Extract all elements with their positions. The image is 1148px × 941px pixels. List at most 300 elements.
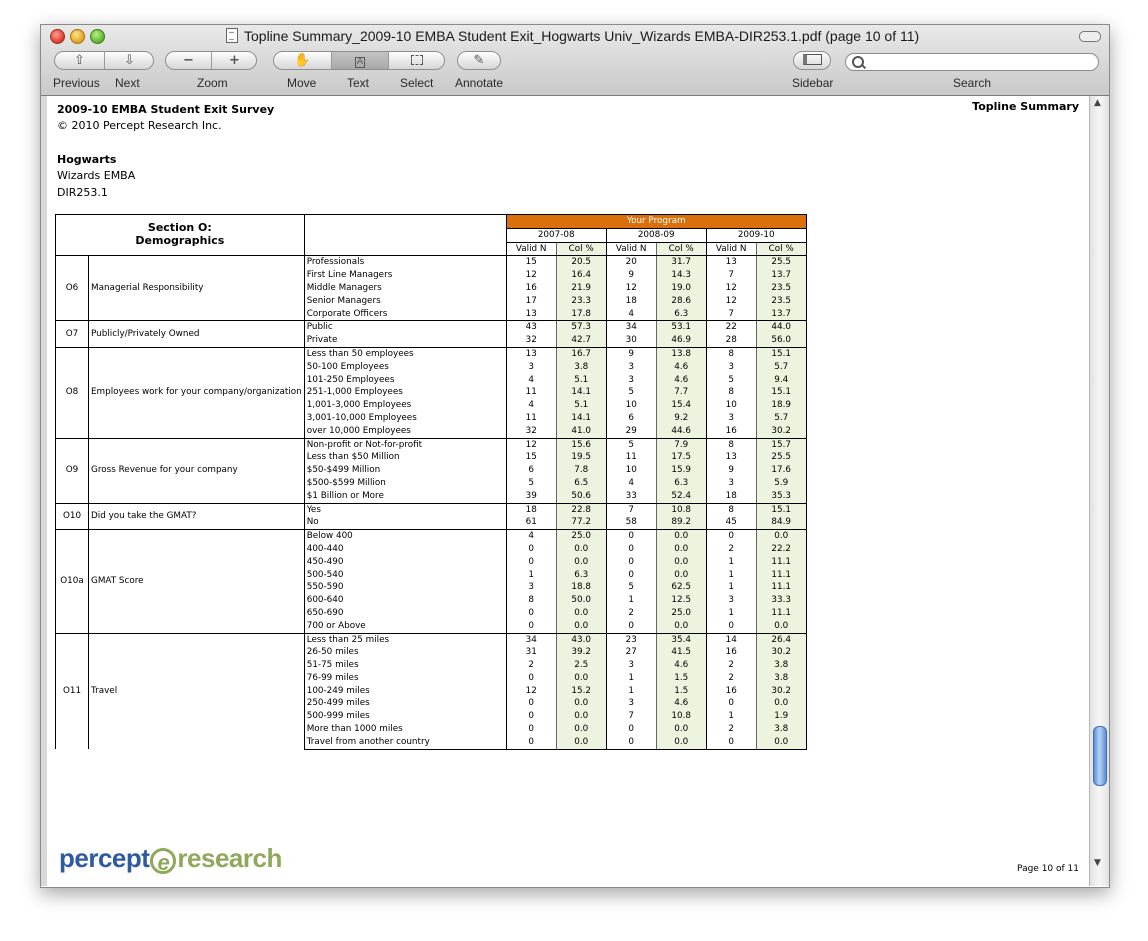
previous-label: Previous (53, 76, 100, 90)
col-pct-cell: 39.2 (556, 646, 606, 659)
valid-n-cell: 12 (706, 282, 756, 295)
valid-n-cell: 0 (506, 736, 556, 749)
col-pct-cell: 0.0 (756, 736, 806, 749)
year-header: 2008-09 (606, 228, 706, 242)
question-id: O7 (56, 321, 89, 348)
logo-e-mark: e (150, 848, 176, 874)
valid-n-cell: 0 (706, 736, 756, 749)
valid-n-cell: 7 (606, 503, 656, 516)
response-label: Less than 50 employees (304, 347, 506, 360)
col-pct-cell: 15.6 (556, 438, 606, 451)
response-label: Less than $50 Million (304, 451, 506, 464)
col-pct-cell: 30.2 (756, 646, 806, 659)
minus-icon: − (183, 53, 194, 68)
col-pct-cell: 52.4 (656, 490, 706, 503)
valid-n-cell: 0 (606, 620, 656, 633)
response-label: 26-50 miles (304, 646, 506, 659)
results-table (55, 214, 807, 750)
valid-n-cell: 4 (506, 374, 556, 387)
hand-icon: ✋ (294, 53, 311, 68)
valid-n-cell: 10 (706, 399, 756, 412)
table-row (56, 347, 807, 360)
col-pct-cell: 7.9 (656, 438, 706, 451)
valid-n-cell: 11 (506, 386, 556, 399)
response-label: 650-690 (304, 607, 506, 620)
valid-n-cell: 6 (506, 464, 556, 477)
response-label: Professionals (304, 256, 506, 269)
col-pct-cell: 7.7 (656, 386, 706, 399)
valid-n-cell: 8 (706, 386, 756, 399)
valid-n-cell: 12 (506, 685, 556, 698)
response-label: 100-249 miles (304, 685, 506, 698)
valid-n-cell: 1 (606, 685, 656, 698)
col-pct-cell: 0.0 (556, 710, 606, 723)
col-pct-cell: 3.8 (756, 672, 806, 685)
valid-n-cell: 31 (506, 646, 556, 659)
close-window-button[interactable] (50, 29, 65, 44)
col-pct-cell: 1.5 (656, 685, 706, 698)
col-pct-cell: 1.5 (656, 672, 706, 685)
copyright: © 2010 Percept Research Inc. (57, 119, 222, 132)
col-pct-cell: 57.3 (556, 321, 606, 334)
col-pct-cell: 9.2 (656, 412, 706, 425)
table-row (56, 633, 807, 646)
col-pct-cell: 0.0 (656, 620, 706, 633)
col-pct-cell: 4.6 (656, 697, 706, 710)
response-label: Corporate Officers (304, 308, 506, 321)
pdf-document-icon (226, 28, 238, 43)
col-pct-cell: 10.8 (656, 503, 706, 516)
table-row (56, 530, 807, 543)
valid-n-cell: 1 (606, 672, 656, 685)
valid-n-cell: 2 (706, 659, 756, 672)
col-pct-cell: 53.1 (656, 321, 706, 334)
text-cursor-icon: A (356, 57, 364, 67)
col-pct-cell: 18.8 (556, 581, 606, 594)
valid-n-cell: 9 (606, 269, 656, 282)
col-pct-cell: 62.5 (656, 581, 706, 594)
col-pct-cell: 13.7 (756, 269, 806, 282)
table-row (56, 321, 807, 334)
your-program-header: Your Program (506, 215, 806, 229)
col-pct-cell: 84.9 (756, 516, 806, 529)
col-pct-cell: 46.9 (656, 334, 706, 347)
question-text: GMAT Score (89, 530, 305, 633)
valid-n-cell: 0 (606, 530, 656, 543)
table-row (56, 438, 807, 451)
question-text: Publicly/Privately Owned (89, 321, 305, 348)
response-label: 101-250 Employees (304, 374, 506, 387)
text-label: Text (347, 76, 370, 90)
valid-n-cell: 3 (706, 361, 756, 374)
col-pct-cell: 22.8 (556, 503, 606, 516)
response-label: Below 400 (304, 530, 506, 543)
response-label: 251-1,000 Employees (304, 386, 506, 399)
response-label: Yes (304, 503, 506, 516)
col-pct-cell: 1.9 (756, 710, 806, 723)
question-text: Travel (89, 633, 305, 749)
response-label: 550-590 (304, 581, 506, 594)
response-label: More than 1000 miles (304, 723, 506, 736)
col-pct-cell: 25.0 (556, 530, 606, 543)
response-label: 700 or Above (304, 620, 506, 633)
col-pct-cell: 33.3 (756, 594, 806, 607)
col-pct-cell: 5.9 (756, 477, 806, 490)
move-label: Move (287, 76, 317, 90)
previous-button[interactable] (55, 52, 104, 69)
col-pct-cell: 19.5 (556, 451, 606, 464)
col-pct-cell: 13.7 (756, 308, 806, 321)
move-tool-button[interactable] (274, 52, 331, 69)
valid-n-cell: 3 (606, 697, 656, 710)
annotate-button[interactable] (457, 51, 501, 70)
valid-n-cell: 23 (606, 633, 656, 646)
valid-n-cell: 8 (706, 503, 756, 516)
valid-n-cell: 0 (706, 620, 756, 633)
section-heading-line2: Demographics (135, 234, 225, 248)
col-pct-header: Col % (656, 242, 706, 256)
arrow-down-icon: ⇩ (124, 53, 135, 68)
response-label: 600-640 (304, 594, 506, 607)
response-label: 76-99 miles (304, 672, 506, 685)
col-pct-cell: 35.3 (756, 490, 806, 503)
col-pct-cell: 12.5 (656, 594, 706, 607)
col-pct-cell: 23.3 (556, 295, 606, 308)
col-pct-cell: 41.0 (556, 425, 606, 438)
col-pct-cell: 21.9 (556, 282, 606, 295)
valid-n-cell: 12 (606, 282, 656, 295)
col-pct-cell: 3.8 (556, 361, 606, 374)
valid-n-cell: 15 (506, 256, 556, 269)
col-pct-cell: 20.5 (556, 256, 606, 269)
col-pct-cell: 14.3 (656, 269, 706, 282)
valid-n-cell: 5 (506, 477, 556, 490)
valid-n-cell: 12 (506, 269, 556, 282)
valid-n-cell: 14 (706, 633, 756, 646)
valid-n-cell: 3 (506, 581, 556, 594)
year-header: 2007-08 (506, 228, 606, 242)
search-input[interactable] (868, 54, 1097, 72)
valid-n-cell: 0 (506, 620, 556, 633)
valid-n-cell: 3 (706, 412, 756, 425)
col-pct-cell: 25.5 (756, 256, 806, 269)
valid-n-cell: 28 (706, 334, 756, 347)
valid-n-cell: 10 (606, 399, 656, 412)
col-pct-cell: 14.1 (556, 386, 606, 399)
selection-marquee-icon (411, 55, 423, 65)
valid-n-cell: 5 (606, 386, 656, 399)
table-row (56, 503, 807, 516)
pencil-icon: ✎ (473, 53, 485, 68)
scroll-up-icon[interactable]: ▲ (1094, 98, 1101, 108)
col-pct-cell: 11.1 (756, 607, 806, 620)
col-pct-cell: 11.1 (756, 581, 806, 594)
valid-n-cell: 0 (606, 543, 656, 556)
col-pct-cell: 30.2 (756, 425, 806, 438)
col-pct-cell: 16.4 (556, 269, 606, 282)
col-pct-cell: 4.6 (656, 361, 706, 374)
minimize-window-button[interactable] (70, 29, 85, 44)
col-pct-header: Col % (756, 242, 806, 256)
response-label: 50-100 Employees (304, 361, 506, 374)
valid-n-cell: 32 (506, 334, 556, 347)
year-header: 2009-10 (706, 228, 806, 242)
valid-n-cell: 3 (606, 361, 656, 374)
logo-text-percept: percept (59, 843, 150, 873)
valid-n-cell: 3 (706, 477, 756, 490)
col-pct-cell: 44.6 (656, 425, 706, 438)
valid-n-cell: 11 (606, 451, 656, 464)
valid-n-cell: 30 (606, 334, 656, 347)
col-pct-cell: 5.7 (756, 361, 806, 374)
col-pct-cell: 26.4 (756, 633, 806, 646)
response-label: Travel from another country (304, 736, 506, 749)
sidebar-button[interactable] (793, 51, 831, 70)
valid-n-cell: 0 (606, 723, 656, 736)
sidebar-label: Sidebar (792, 76, 834, 90)
valid-n-cell: 34 (606, 321, 656, 334)
col-pct-cell: 0.0 (556, 672, 606, 685)
valid-n-cell: 20 (606, 256, 656, 269)
valid-n-cell: 32 (506, 425, 556, 438)
search-field[interactable] (845, 53, 1099, 71)
col-pct-cell: 13.8 (656, 347, 706, 360)
valid-n-cell: 27 (606, 646, 656, 659)
text-tool-button[interactable] (332, 52, 388, 69)
col-pct-cell: 41.5 (656, 646, 706, 659)
valid-n-cell: 1 (706, 556, 756, 569)
question-id: O6 (56, 256, 89, 321)
question-text: Employees work for your company/organization (89, 347, 305, 438)
valid-n-cell: 12 (706, 295, 756, 308)
valid-n-cell: 2 (506, 659, 556, 672)
valid-n-cell: 9 (706, 464, 756, 477)
response-label: 51-75 miles (304, 659, 506, 672)
valid-n-cell: 3 (706, 594, 756, 607)
col-pct-cell: 0.0 (556, 723, 606, 736)
col-pct-cell: 3.8 (756, 659, 806, 672)
valid-n-cell: 1 (706, 607, 756, 620)
valid-n-cell: 0 (706, 697, 756, 710)
col-pct-cell: 23.5 (756, 295, 806, 308)
valid-n-cell: 4 (606, 477, 656, 490)
question-id: O10 (56, 503, 89, 530)
response-label: 3,001-10,000 Employees (304, 412, 506, 425)
col-pct-cell: 0.0 (756, 620, 806, 633)
select-tool-button[interactable] (389, 52, 445, 69)
valid-n-cell: 13 (506, 347, 556, 360)
col-pct-cell: 3.8 (756, 723, 806, 736)
col-pct-cell: 14.1 (556, 412, 606, 425)
col-pct-cell: 15.1 (756, 503, 806, 516)
next-label: Next (115, 76, 140, 90)
col-pct-cell: 4.6 (656, 374, 706, 387)
response-label: Less than 25 miles (304, 633, 506, 646)
col-pct-cell: 17.6 (756, 464, 806, 477)
col-pct-cell: 15.2 (556, 685, 606, 698)
zoom-in-button[interactable] (212, 52, 257, 69)
response-label: First Line Managers (304, 269, 506, 282)
valid-n-cell: 18 (606, 295, 656, 308)
valid-n-cell: 16 (706, 646, 756, 659)
col-pct-cell: 31.7 (656, 256, 706, 269)
question-id: O11 (56, 633, 89, 749)
question-id: O9 (56, 438, 89, 503)
question-id: O10a (56, 530, 89, 633)
col-pct-cell: 6.3 (656, 477, 706, 490)
valid-n-cell: 0 (506, 672, 556, 685)
col-pct-cell: 10.8 (656, 710, 706, 723)
window-title (226, 28, 919, 44)
percept-research-logo (59, 843, 282, 874)
valid-n-cell: 6 (606, 412, 656, 425)
col-pct-cell: 11.1 (756, 556, 806, 569)
valid-n-cell: 9 (606, 347, 656, 360)
valid-n-cell: 15 (506, 451, 556, 464)
col-pct-cell: 6.3 (656, 308, 706, 321)
prev-next-control (54, 51, 154, 70)
valid-n-cell: 4 (506, 399, 556, 412)
response-label: over 10,000 Employees (304, 425, 506, 438)
zoom-control (165, 51, 257, 70)
program-code: DIR253.1 (57, 186, 108, 199)
valid-n-cell: 5 (606, 581, 656, 594)
col-pct-cell: 16.7 (556, 347, 606, 360)
col-pct-cell: 43.0 (556, 633, 606, 646)
response-label: Middle Managers (304, 282, 506, 295)
tool-mode-control (273, 51, 445, 70)
col-pct-cell: 23.5 (756, 282, 806, 295)
valid-n-cell: 0 (506, 543, 556, 556)
valid-n-cell: 3 (506, 361, 556, 374)
valid-n-cell: 34 (506, 633, 556, 646)
col-pct-cell: 0.0 (656, 736, 706, 749)
col-pct-cell: 56.0 (756, 334, 806, 347)
titlebar (41, 25, 1109, 96)
col-pct-cell: 15.4 (656, 399, 706, 412)
col-pct-cell: 30.2 (756, 685, 806, 698)
valid-n-cell: 7 (606, 710, 656, 723)
response-label: 500-999 miles (304, 710, 506, 723)
col-pct-header: Col % (556, 242, 606, 256)
valid-n-cell: 2 (706, 723, 756, 736)
col-pct-cell: 89.2 (656, 516, 706, 529)
valid-n-cell: 39 (506, 490, 556, 503)
scroll-down-icon[interactable]: ▼ (1094, 858, 1101, 868)
section-heading (56, 215, 305, 256)
valid-n-cell: 1 (706, 569, 756, 582)
col-pct-cell: 0.0 (656, 543, 706, 556)
valid-n-cell: 16 (706, 685, 756, 698)
response-label: $50-$499 Million (304, 464, 506, 477)
col-pct-cell: 19.0 (656, 282, 706, 295)
response-label: No (304, 516, 506, 529)
valid-n-header: Valid N (506, 242, 556, 256)
scrollbar-thumb[interactable] (1093, 726, 1107, 786)
logo-text-research: research (177, 843, 282, 873)
valid-n-cell: 22 (706, 321, 756, 334)
col-pct-cell: 0.0 (656, 556, 706, 569)
search-label: Search (953, 76, 992, 90)
col-pct-cell: 15.9 (656, 464, 706, 477)
vertical-scrollbar[interactable] (1089, 96, 1109, 886)
question-text: Gross Revenue for your company (89, 438, 305, 503)
program-name: Wizards EMBA (57, 169, 136, 182)
valid-n-cell: 1 (506, 569, 556, 582)
valid-n-cell: 45 (706, 516, 756, 529)
zoom-label: Zoom (197, 76, 228, 90)
valid-n-cell: 4 (506, 530, 556, 543)
col-pct-cell: 9.4 (756, 374, 806, 387)
col-pct-cell: 44.0 (756, 321, 806, 334)
valid-n-cell: 0 (606, 736, 656, 749)
zoom-window-button[interactable] (90, 29, 105, 44)
response-label: 400-440 (304, 543, 506, 556)
toolbar-toggle-button[interactable] (1079, 31, 1101, 42)
response-header (304, 215, 506, 256)
valid-n-cell: 12 (506, 438, 556, 451)
next-button[interactable] (105, 52, 154, 69)
col-pct-cell: 6.5 (556, 477, 606, 490)
valid-n-cell: 0 (706, 530, 756, 543)
response-label: 500-540 (304, 569, 506, 582)
col-pct-cell: 2.5 (556, 659, 606, 672)
col-pct-cell: 17.8 (556, 308, 606, 321)
annotate-label: Annotate (455, 76, 504, 90)
col-pct-cell: 42.7 (556, 334, 606, 347)
col-pct-cell: 0.0 (656, 530, 706, 543)
valid-n-cell: 0 (606, 569, 656, 582)
col-pct-cell: 5.7 (756, 412, 806, 425)
select-label: Select (400, 76, 434, 90)
valid-n-cell: 13 (706, 451, 756, 464)
zoom-out-button[interactable] (166, 52, 211, 69)
question-text: Did you take the GMAT? (89, 503, 305, 530)
table-row (56, 256, 807, 269)
valid-n-cell: 0 (506, 697, 556, 710)
valid-n-cell: 2 (706, 543, 756, 556)
response-label: Private (304, 334, 506, 347)
col-pct-cell: 0.0 (556, 607, 606, 620)
plus-icon: + (229, 53, 240, 68)
valid-n-cell: 1 (706, 581, 756, 594)
valid-n-cell: 0 (506, 723, 556, 736)
valid-n-header: Valid N (606, 242, 656, 256)
col-pct-cell: 18.9 (756, 399, 806, 412)
survey-title: 2009-10 EMBA Student Exit Survey (57, 103, 275, 116)
valid-n-cell: 0 (606, 556, 656, 569)
col-pct-cell: 0.0 (756, 530, 806, 543)
col-pct-cell: 77.2 (556, 516, 606, 529)
valid-n-cell: 0 (506, 556, 556, 569)
valid-n-cell: 13 (706, 256, 756, 269)
col-pct-cell: 0.0 (556, 620, 606, 633)
valid-n-cell: 13 (506, 308, 556, 321)
valid-n-cell: 5 (706, 374, 756, 387)
sidebar-panel-icon (794, 52, 830, 69)
valid-n-cell: 8 (706, 347, 756, 360)
valid-n-cell: 16 (506, 282, 556, 295)
valid-n-cell: 11 (506, 412, 556, 425)
col-pct-cell: 0.0 (556, 543, 606, 556)
response-label: $1 Billion or More (304, 490, 506, 503)
col-pct-cell: 7.8 (556, 464, 606, 477)
valid-n-cell: 8 (706, 438, 756, 451)
arrow-up-icon: ⇧ (74, 53, 85, 68)
col-pct-cell: 50.0 (556, 594, 606, 607)
question-id: O8 (56, 347, 89, 438)
topline-summary-heading: Topline Summary (972, 100, 1079, 113)
